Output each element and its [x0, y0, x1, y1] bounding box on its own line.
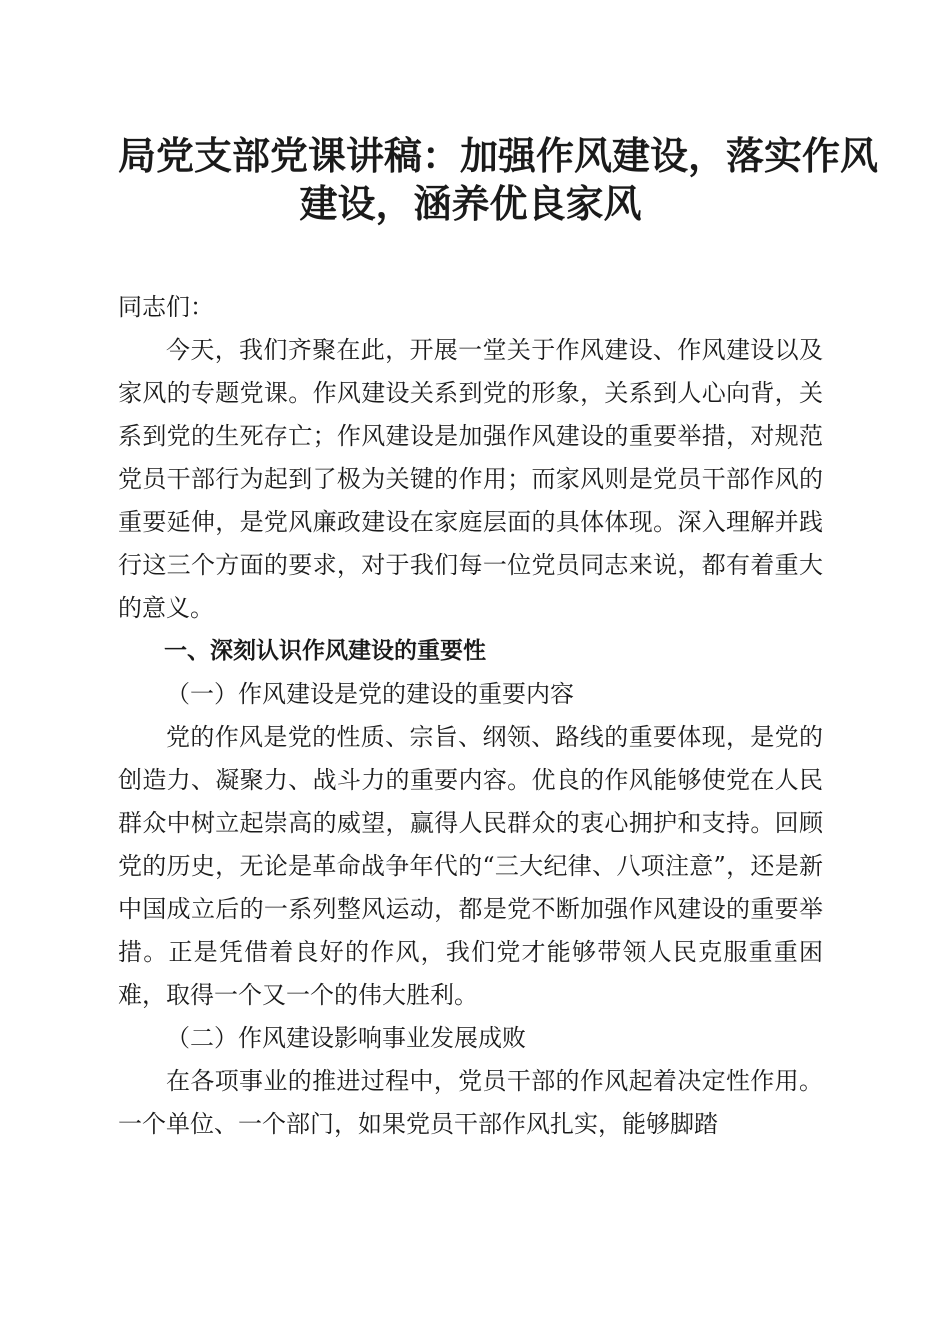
- subsection-1-paragraph: 党的作风是党的性质、宗旨、纲领、路线的重要体现，是党的创造力、凝聚力、战斗力的重要内容。优良的作风能够使党在人民群众中树立起崇高的威望，赢得人民群众的衷心拥护和支持。回顾党的历史，无论是革命战争年代的“三大纪律、八项注意”，还是新中国成立后的一系列整风运动，都是党不断加强作风建设的重要举措。正是凭借着良好的作风，我们党才能够带领人民克服重重困难，取得一个又一个的伟大胜利。: [118, 723, 823, 1009]
- document-title: [118, 132, 879, 228]
- subsection-2-heading: （二）作风建设影响事业发展成败: [166, 1024, 526, 1052]
- subsection-2-paragraph: 在各项事业的推进过程中，党员干部的作风起着决定性作用。一个单位、一个部门，如果党员干部作风扎实，能够脚踏: [118, 1067, 823, 1138]
- document-body: [118, 286, 823, 1146]
- salutation: 同志们：: [118, 293, 214, 321]
- subsection-1-heading: （一）作风建设是党的建设的重要内容: [166, 680, 574, 708]
- title-line-1: 局党支部党课讲稿：加强作风建设，落实作风: [118, 133, 879, 178]
- title-line-2: 建设，涵养优良家风: [299, 181, 642, 226]
- section-1-heading: 一、深刻认识作风建设的重要性: [164, 638, 486, 664]
- document-page: [118, 132, 879, 1146]
- intro-paragraph: 今天，我们齐聚在此，开展一堂关于作风建设、作风建设以及家风的专题党课。作风建设关系到党的形象，关系到人心向背，关系到党的生死存亡；作风建设是加强作风建设的重要举措，对规范党员干部行为起到了极为关键的作用；而家风则是党员干部作风的重要延伸，是党风廉政建设在家庭层面的具体体现。深入理解并践行这三个方面的要求，对于我们每一位党员同志来说，都有着重大的意义。: [118, 336, 823, 622]
